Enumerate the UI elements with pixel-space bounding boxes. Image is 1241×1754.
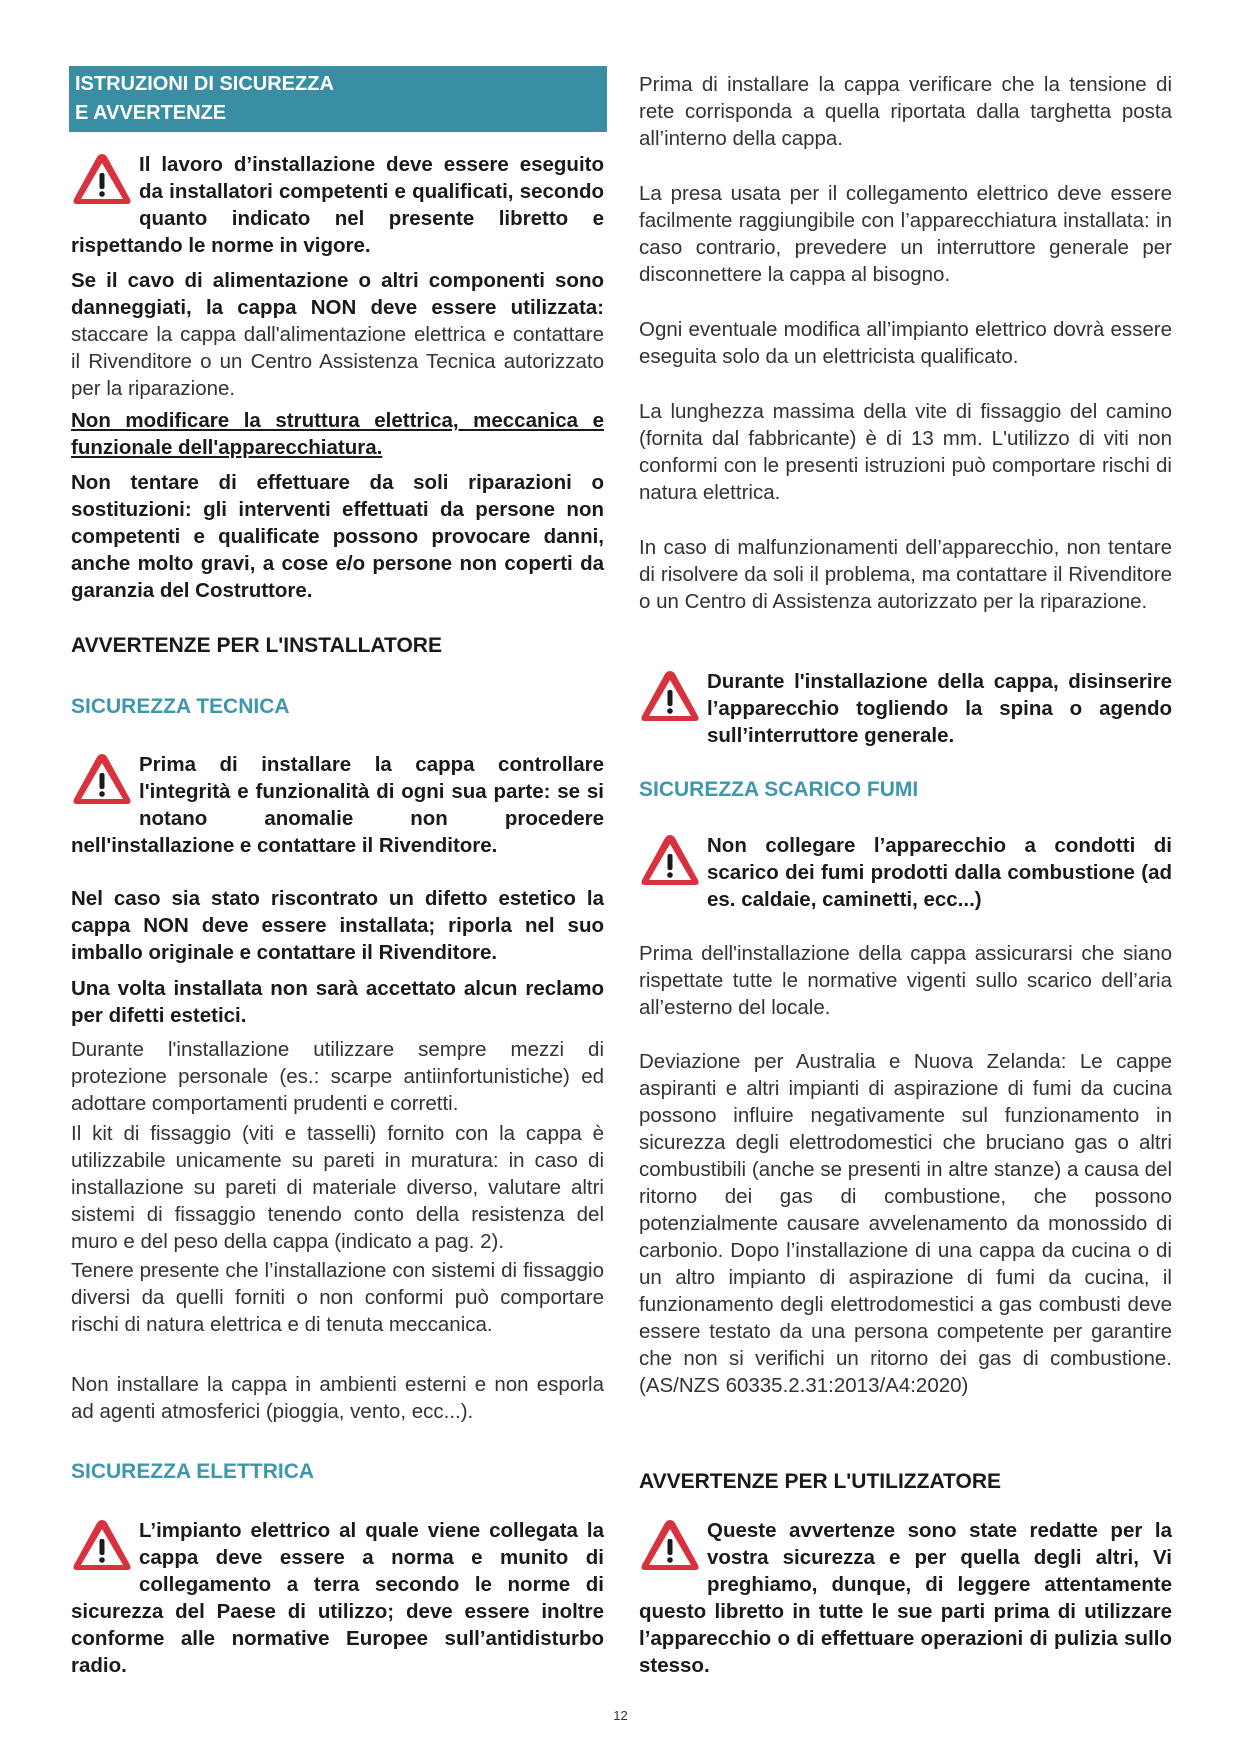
fixing-systems-paragraph xyxy=(71,1257,604,1338)
installer-heading xyxy=(71,632,604,659)
socket-text: La presa usata per il collegamento elettrico deve essere facilmente raggiungibile con l’apparecchiatura installata: in caso contrario, prevedere un interruttore generale per disconnettere la cappa al bisogno. xyxy=(639,182,1172,286)
warning-text: L’impianto elettrico al quale viene collegata la cappa deve essere a norma e munito di collegamento a terra secondo le norme di sicurezza del Paese di utilizzo; deve essere inoltre conforme alle normative Europee sull’antidisturbo radio. xyxy=(71,1519,604,1677)
protection-paragraph xyxy=(71,1036,604,1117)
no-repair-text: Non tentare di effettuare da soli riparazioni o sostituzioni: gli interventi effettuati da persone non competenti e qualificate possono provocare danni, anche molto gravi, a cose e/o persone non coperti da garanzia del Costruttore. xyxy=(71,471,604,602)
warning-triangle-icon xyxy=(639,668,701,724)
electrical-safety-heading-text: SICUREZZA ELETTRICA xyxy=(71,1460,315,1483)
voltage-text: Prima di installare la cappa verificare che la tensione di rete corrisponda a quella riportata dalla targhetta posta all’interno della cappa. xyxy=(639,73,1172,150)
fixing-kit-text: Il kit di fissaggio (viti e tasselli) fornito con la cappa è utilizzabile unicamente su pareti in muratura: in caso di installazione su pareti di materiale diverso, valutare altri sistemi di fissaggio tenendo conto della resistenza del muro e del peso della cappa (indicato a pag. 2). xyxy=(71,1122,604,1253)
protection-text: Durante l'installazione utilizzare sempre mezzi di protezione personale (es.: scarpe antiinfortunistiche) ed adottare comportamenti prudenti e corretti. xyxy=(71,1038,604,1115)
fixing-systems-text: Tenere presente che l’installazione con sistemi di fissaggio diversi da quelli forniti o non conformi può comportare rischi di natura elettrica e di tenuta meccanica. xyxy=(71,1259,604,1336)
outdoor-paragraph xyxy=(71,1371,604,1425)
warning-triangle-icon xyxy=(639,832,701,888)
no-repair-paragraph xyxy=(71,469,604,604)
cable-damage-bold: Se il cavo di alimentazione o altri componenti sono danneggiati, la cappa NON deve essere utilizzata: xyxy=(71,269,604,319)
cable-damage-paragraph xyxy=(71,267,604,402)
warning-installation-competent xyxy=(71,151,604,259)
fumes-safety-heading xyxy=(639,776,1172,803)
banner-line-2: E AVVERTENZE xyxy=(75,102,227,124)
warning-text: Prima di installare la cappa controllare l'integrità e funzionalità di ogni sua parte: se si notano anomalie non procedere nell'installazione e contattare il Rivenditore. xyxy=(71,753,604,857)
aesthetic-defect-text: Nel caso sia stato riscontrato un difetto estetico la cappa NON deve essere installata; riporla nel suo imballo originale e contattare il Rivenditore. xyxy=(71,887,604,964)
installed-claims-paragraph xyxy=(71,975,604,1029)
technical-safety-heading-text: SICUREZZA TECNICA xyxy=(71,695,290,718)
technical-safety-heading xyxy=(71,693,604,720)
air-discharge-paragraph xyxy=(639,940,1172,1021)
aesthetic-defect-paragraph xyxy=(71,885,604,966)
warning-triangle-icon xyxy=(71,151,133,207)
warning-disconnect xyxy=(639,668,1172,749)
screw-length-paragraph xyxy=(639,398,1172,506)
warning-text: Queste avvertenze sono state redatte per la vostra sicurezza e per quella degli altri, Vi preghiamo, dunque, di leggere attentamente questo libretto in tutte le sue parti prima di utilizzare l’apparecchio o di effettuare operazioni di pulizia sullo stesso. xyxy=(639,1519,1172,1677)
screw-length-text: La lunghezza massima della vite di fissaggio del camino (fornita dal fabbricante) è di 13 mm. L'utilizzo di viti non conformi con le presenti istruzioni può comportare rischi di natura elettrica. xyxy=(639,400,1172,504)
warning-text: Durante l'installazione della cappa, disinserire l’apparecchio togliendo la spina o agendo sull’interruttore generale. xyxy=(707,670,1172,747)
fixing-kit-paragraph xyxy=(71,1120,604,1255)
banner-line-1: ISTRUZIONI DI SICUREZZA xyxy=(75,73,334,95)
user-heading xyxy=(639,1468,1172,1495)
socket-paragraph xyxy=(639,180,1172,288)
malfunction-paragraph xyxy=(639,534,1172,615)
electrician-paragraph xyxy=(639,316,1172,370)
installed-claims-text: Una volta installata non sarà accettato alcun reclamo per difetti estetici. xyxy=(71,977,604,1027)
no-modify-paragraph xyxy=(71,407,604,461)
warning-text: Non collegare l’apparecchio a condotti di scarico dei fumi prodotti dalla combustione (ad es. caldaie, caminetti, ecc...) xyxy=(707,834,1172,911)
electrician-text: Ogni eventuale modifica all’impianto elettrico dovrà essere eseguita solo da un elettricista qualificato. xyxy=(639,318,1172,368)
warning-triangle-icon xyxy=(639,1517,701,1573)
electrical-safety-heading xyxy=(71,1458,604,1485)
cable-damage-text: staccare la cappa dall'alimentazione elettrica e contattare il Rivenditore o un Centro Assistenza Tecnica autorizzato per la riparazione. xyxy=(71,323,604,400)
user-heading-text: AVVERTENZE PER L'UTILIZZATORE xyxy=(639,1470,1002,1493)
warning-check-integrity xyxy=(71,751,604,859)
warning-combustion-ducts xyxy=(639,832,1172,913)
section-banner xyxy=(69,66,607,132)
no-modify-text: Non modificare la struttura elettrica, meccanica e funzionale dell'apparecchiatura. xyxy=(71,409,604,459)
australia-deviation-paragraph xyxy=(639,1048,1172,1399)
malfunction-text: In caso di malfunzionamenti dell’apparecchio, non tentare di risolvere da soli il problema, ma contattare il Rivenditore o un Centro di Assistenza autorizzato per la riparazione. xyxy=(639,536,1172,613)
outdoor-text: Non installare la cappa in ambienti esterni e non esporla ad agenti atmosferici (pioggia, vento, ecc...). xyxy=(71,1373,604,1423)
voltage-paragraph xyxy=(639,71,1172,152)
air-discharge-text: Prima dell'installazione della cappa assicurarsi che siano rispettate tutte le normative vigenti sullo scarico dell’aria all’esterno del locale. xyxy=(639,942,1172,1019)
warning-electrical-system xyxy=(71,1517,604,1679)
page-number: 12 xyxy=(613,1708,628,1723)
installer-heading-text: AVVERTENZE PER L'INSTALLATORE xyxy=(71,634,442,657)
warning-text: Il lavoro d’installazione deve essere eseguito da installatori competenti e qualificati, secondo quanto indicato nel presente libretto e rispettando le norme in vigore. xyxy=(71,153,604,257)
warning-triangle-icon xyxy=(71,1517,133,1573)
warning-read-manual xyxy=(639,1517,1172,1679)
fumes-safety-heading-text: SICUREZZA SCARICO FUMI xyxy=(639,778,919,801)
australia-deviation-text: Deviazione per Australia e Nuova Zelanda: Le cappe aspiranti e altri impianti di aspirazione di fumi da cucina possono influire negativamente sul funzionamento in sicurezza degli elettrodomestici che bruciano gas o altri combustibili (anche se presenti in altre stanze) a causa del ritorno dei gas di combustione, che possono potenzialmente causare avvelenamento da monossido di carbonio. Dopo l’installazione di una cappa da cucina o di un altro impianto di aspirazione di fumi da cucina, il funzionamento degli elettrodomestici a gas combusti deve essere testato da una persona competente per garantire che non si verifichi un ritorno dei gas di combustione. (AS/NZS 60335.2.31:2013/A4:2020) xyxy=(639,1050,1172,1397)
warning-triangle-icon xyxy=(71,751,133,807)
